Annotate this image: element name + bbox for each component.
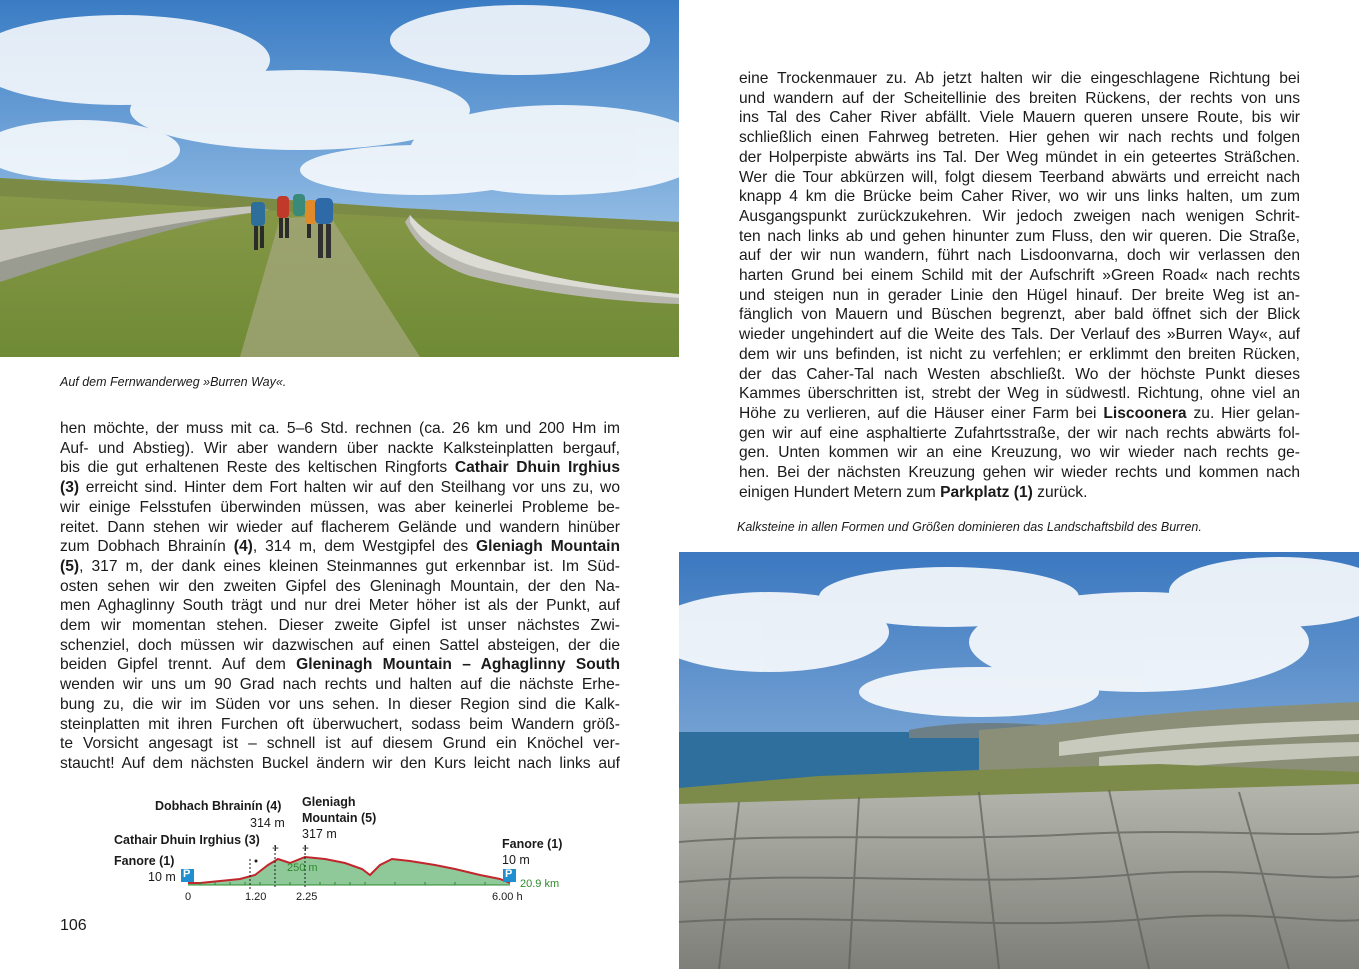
label-fanore-left: Fanore (1): [114, 854, 175, 868]
text-line: ten nach links ab und gehen hinunter zum Fluss, den wir queren. Die Straße,: [739, 227, 1300, 245]
text-line: und steigen nun in gerader Linie den Hügel hinauf. Der breite Weg ist an-: [739, 286, 1300, 304]
hikers-photo-illustration: [0, 0, 679, 357]
text-line: hen. Bei der nächsten Kreuzung gehen wir wieder rechts und kommen nach: [739, 464, 1300, 482]
label-gleniagh-2: Mountain (5): [302, 811, 377, 825]
photo-caption-bottom: Kalksteine in allen Formen und Größen dominieren das Landschaftsbild des Burren.: [737, 520, 1202, 534]
text-line: wenden wir uns um 90 Grad nach rechts und halten auf die nächste Erhe-: [60, 676, 620, 694]
label-fanore-right-alt: 10 m: [502, 853, 530, 867]
time-3: 6.00 h: [492, 891, 523, 903]
text-line: reitet. Dann stehen wir wieder auf flacherem Gelände und wandern hinüber: [60, 518, 620, 536]
text-line: auf der wir nun wandern, führt nach Lisdoonvarna, doch wir verlassen den: [739, 247, 1300, 265]
parking-label-right: P: [505, 868, 513, 880]
place-cathair-dhuin-irghius: Cathair Dhuin Irghius: [454, 459, 620, 477]
label-gleniagh-alt: 317 m: [302, 827, 337, 841]
elevation-profile: [100, 795, 580, 910]
summit-cross-icon: +: [272, 841, 280, 855]
photo-caption-top: Auf dem Fernwanderweg »Burren Way«.: [60, 375, 287, 389]
text-line: bung zu, die wir im Süden vor uns sehen. In dieser Region sind die Kalk-: [60, 695, 620, 713]
text-line: Auf- und Abstieg). Wir aber wandern über nackte Kalksteinplatten bergauf,: [60, 439, 620, 457]
parking-label-left: P: [183, 868, 191, 880]
page-number: 106: [60, 917, 87, 934]
photo-limestone-landscape: [679, 552, 1359, 969]
text-line: schenziel, doch müssen wir dazwischen auf einen Sattel absteigen, der die: [60, 636, 620, 654]
text-line: zum Dobhach Bhrainín (4), 314 m, dem Westgipfel des Gleniagh Mountain: [60, 538, 620, 556]
text-line: te Vorsicht angesagt ist – schnell ist auf diesem Grund ein Knöchel ver-: [60, 735, 620, 753]
text-line: gen. Unten kommen wir an eine Kreuzung, wo wir wieder nach rechts ge-: [739, 444, 1300, 462]
text-line: der Holperpiste abwärts ins Tal. Der Weg mündet in ein geteertes Sträßchen.: [739, 148, 1300, 166]
text-line: steinplatten mit ihren Furchen oft überwuchert, sodass beim Wandern größ-: [60, 715, 620, 733]
text-line: der das Caher-Tal nach Westen abschließt. Wo der höchste Punkt dieses: [739, 365, 1300, 383]
place-aghaglinny-south: Gleninagh Mountain – Aghaglinny South: [296, 656, 620, 674]
label-gleniagh-1: Gleniagh: [302, 795, 356, 809]
summit-cross-icon: +: [302, 841, 310, 855]
fort-dot-icon: [255, 860, 258, 863]
text-line: hen möchte, der muss mit ca. 5–6 Std. rechnen (ca. 26 km und 200 Hm im: [60, 420, 620, 437]
text-line: staucht! Auf dem nächsten Buckel ändern wir den Kurs leicht nach links auf: [60, 754, 620, 772]
text-line: eine Trockenmauer zu. Ab jetzt halten wir die eingeschlagene Richtung bei: [739, 70, 1300, 87]
left-text-column: [60, 419, 620, 774]
text-line: knapp 4 km die Brücke beim Caher River, wo wir uns links halten, um zum: [739, 188, 1300, 206]
text-line: (5), 317 m, der dank eines kleinen Steinmannes gut erkennbar ist. Im Süd-: [60, 557, 620, 575]
limestone-photo-illustration: [679, 552, 1359, 969]
text-line: harten Grund bei einem Schild mit der Aufschrift »Green Road« nach rechts: [739, 267, 1300, 285]
label-dobhach-alt: 314 m: [250, 816, 285, 830]
text-line: schließlich einen Fahrweg betreten. Hier gehen wir nach rechts und folgen: [739, 129, 1300, 147]
text-line: fänglich von Mauern und Büschen begrenzt, aber bald öffnet sich der Blick: [739, 306, 1300, 324]
text-line: wieder ungehindert auf die Weite des Tals. Der Verlauf des »Burren Way«, auf: [739, 326, 1300, 344]
text-line: osten sehen wir den zweiten Gipfel des Gleninagh Mountain, der den Na-: [60, 577, 620, 595]
right-text-column: [739, 69, 1300, 502]
text-line: ins Tal des Caher River abfällt. Viele Mauern queren unsere Route, bis wir: [739, 109, 1300, 127]
text-line: wir einige Felsstufen überwinden müssen, was aber keinerlei Probleme be-: [60, 498, 620, 516]
place-liscoonera: Liscoonera: [1103, 404, 1187, 422]
time-2: 2.25: [296, 891, 318, 903]
label-dobhach: Dobhach Bhrainín (4): [155, 799, 282, 813]
time-0: 0: [185, 891, 192, 903]
place-gleniagh-mountain: Gleniagh Mountain: [476, 538, 620, 556]
text-line: Kammes überschritten ist, strebt der Weg in südwestl. Richtung, ohne viel an: [739, 385, 1300, 403]
label-fanore-left-alt: 10 m: [148, 870, 176, 884]
label-fanore-right: Fanore (1): [502, 837, 563, 851]
label-cathair: Cathair Dhuin Irghius (3): [114, 833, 260, 847]
text-line: Wer die Tour abkürzen will, folgt diesem Teerband abwärts und erreicht nach: [739, 168, 1300, 186]
text-line: (3) erreicht sind. Hinter dem Fort halten wir auf den Steilhang vor uns zu, wo: [60, 479, 620, 497]
label-distance: 20.9 km: [520, 878, 560, 890]
text-line: und wandern auf der Scheitellinie des breiten Rückens, der rechts von uns: [739, 89, 1300, 107]
text-line: bis die gut erhaltenen Reste des keltischen Ringforts Cathair Dhuin Irghius: [60, 459, 620, 477]
time-1: 1.20: [245, 891, 267, 903]
text-line: men Aghaglinny South trägt und nur drei Meter höher ist als der Punkt, auf: [60, 597, 620, 615]
text-line: beiden Gipfel trennt. Auf dem Gleninagh Mountain – Aghaglinny South: [60, 656, 620, 674]
place-parkplatz: Parkplatz (1): [940, 483, 1033, 501]
text-line: gen wir auf eine asphaltierte Zufahrtsstraße, der wir nach rechts abwärts fol-: [739, 424, 1300, 442]
label-contour: 250 m: [287, 862, 318, 874]
text-line: dem wir momentan stehen. Dieser zweite Gipfel ist unser nächstes Zwi-: [60, 617, 620, 635]
text-line: Ausgangspunkt zurückzukehren. Wir jedoch zweigen nach wenigen Schrit-: [739, 207, 1300, 225]
text-line: Höhe zu verlieren, auf die Häuser einer Farm bei Liscoonera zu. Hier gelan-: [739, 404, 1300, 422]
text-line: dem wir uns befinden, ist nicht zu verfehlen; er erklimmt den breiten Rücken,: [739, 345, 1300, 363]
photo-burren-way-hikers: [0, 0, 679, 357]
text-line: einigen Hundert Metern zum Parkplatz (1) zurück.: [739, 483, 1088, 501]
